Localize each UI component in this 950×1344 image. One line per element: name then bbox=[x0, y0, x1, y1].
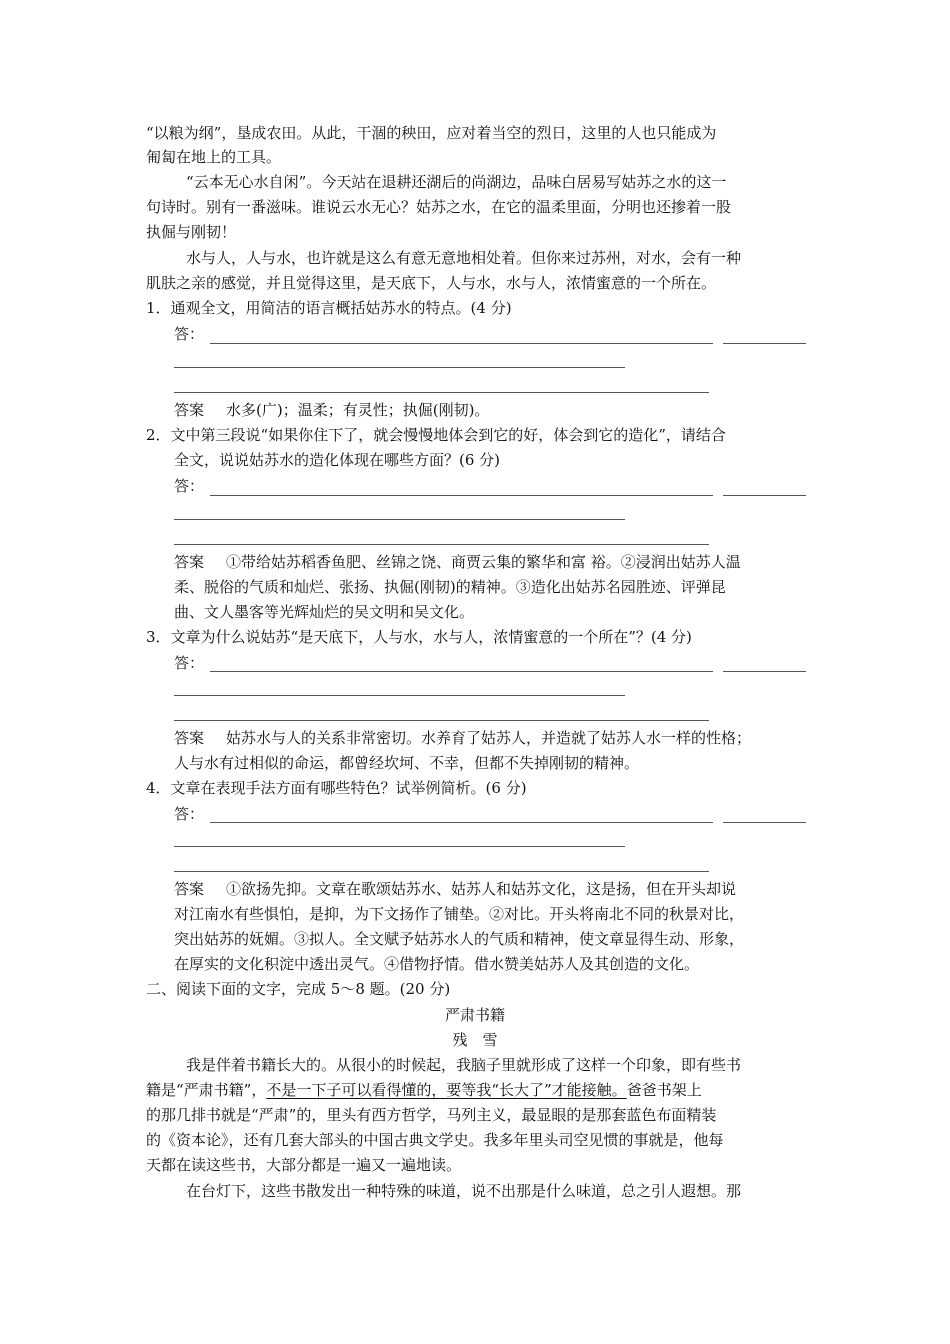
question-4-stem: 4．文章在表现手法方面有哪些特色？试举例简析。(6 分) bbox=[146, 779, 527, 797]
answer-line[interactable] bbox=[174, 519, 625, 520]
passage-line: “以粮为纲”，垦成农田。从此，干涸的秧田，应对着当空的烈日，这里的人也只能成为 bbox=[146, 124, 717, 142]
answer-prompt: 答： bbox=[174, 654, 205, 672]
answer-line[interactable] bbox=[174, 871, 709, 872]
answer-block bbox=[174, 877, 736, 901]
underlined-sentence: 不是一下子可以看得懂的，要等我“长大了”才能接触。 bbox=[266, 1081, 627, 1099]
passage-line: 句诗时。别有一番滋味。谁说云水无心？姑苏之水，在它的温柔里面，分明也还掺着一股 bbox=[146, 198, 732, 216]
answer-line[interactable] bbox=[723, 495, 806, 496]
answer-prompt: 答： bbox=[174, 477, 205, 495]
answer-line[interactable] bbox=[723, 343, 806, 344]
answer-text: 突出姑苏的妩媚。③拟人。全文赋予姑苏水人的气质和精神，使文章显得生动、形象， bbox=[174, 930, 745, 948]
question-2-stem: 2．文中第三段说“如果你住下了，就会慢慢地体会到它的好，体会到它的造化”，请结合 bbox=[146, 426, 726, 444]
article-line: 的《资本论》，还有几套大部头的中国古典文学史。我多年里头司空见惯的事就是，他每 bbox=[146, 1131, 724, 1149]
answer-line[interactable] bbox=[174, 695, 625, 696]
article-author: 残 雪 bbox=[452, 1031, 498, 1049]
answer-line[interactable] bbox=[174, 720, 709, 721]
article-line bbox=[146, 1078, 702, 1102]
answer-line[interactable] bbox=[174, 544, 709, 545]
answer-line[interactable] bbox=[210, 822, 713, 823]
article-text: 籍是“严肃书籍”， bbox=[146, 1081, 267, 1099]
answer-text: 柔、脱俗的气质和灿烂、张扬、执倔(刚韧)的精神。③造化出姑苏名园胜迹、评弹昆 bbox=[174, 578, 726, 596]
question-2-stem: 全文，说说姑苏水的造化体现在哪些方面？(6 分) bbox=[174, 451, 501, 469]
answer-line[interactable] bbox=[174, 846, 625, 847]
answer-label: 答案 bbox=[174, 401, 205, 419]
answer-label: 答案 bbox=[174, 553, 205, 571]
article-line: 的那几排书就是“严肃”的，里头有西方哲学，马列主义，最显眼的是那套蓝色布面精装 bbox=[146, 1106, 717, 1124]
answer-prompt: 答： bbox=[174, 325, 205, 343]
passage-line: 水与人，人与水，也许就是这么有意无意地相处着。但你来过苏州，对水，会有一种 bbox=[186, 249, 742, 267]
question-1-stem: 1．通观全文，用简洁的语言概括姑苏水的特点。(4 分) bbox=[146, 299, 512, 317]
answer-prompt: 答： bbox=[174, 805, 205, 823]
passage-line: 肌肤之亲的感觉，并且觉得这里，是天底下，人与水，水与人，浓情蜜意的一个所在。 bbox=[146, 274, 717, 292]
answer-line[interactable] bbox=[210, 671, 713, 672]
article-line: 我是伴着书籍长大的。从很小的时候起，我脑子里就形成了这样一个印象，即有些书 bbox=[186, 1056, 742, 1074]
passage-line: “云本无心水自闲”。今天站在退耕还湖后的尚湖边，品味白居易写姑苏之水的这一 bbox=[186, 173, 727, 191]
answer-line[interactable] bbox=[174, 367, 625, 368]
answer-text: 曲、文人墨客等光辉灿烂的吴文明和吴文化。 bbox=[174, 603, 475, 621]
article-text: 爸爸书架上 bbox=[626, 1081, 702, 1099]
answer-text: ①欲扬先抑。文章在歌颂姑苏水、姑苏人和姑苏文化，这是扬，但在开头却说 bbox=[226, 880, 737, 898]
answer-line[interactable] bbox=[723, 822, 806, 823]
answer-line[interactable] bbox=[210, 495, 713, 496]
answer-line[interactable] bbox=[174, 392, 709, 393]
answer-label: 答案 bbox=[174, 729, 205, 747]
answer-text: 对江南水有些惧怕，是抑，为下文扬作了铺垫。②对比。开头将南北不同的秋景对比， bbox=[174, 905, 745, 923]
answer-text: ①带给姑苏稻香鱼肥、丝锦之饶、商贾云集的繁华和富 裕。②浸润出姑苏人温 bbox=[226, 553, 741, 571]
answer-text: 水多(广)；温柔；有灵性；执倔(刚韧)。 bbox=[226, 401, 490, 419]
passage-line: 匍匐在地上的工具。 bbox=[146, 148, 282, 166]
answer-text: 姑苏水与人的关系非常密切。水养育了姑苏人，并造就了姑苏人水一样的性格； bbox=[226, 729, 752, 747]
question-3-stem: 3．文章为什么说姑苏“是天底下，人与水，水与人，浓情蜜意的一个所在”？(4 分) bbox=[146, 628, 692, 646]
passage-line: 执倔与刚韧！ bbox=[146, 223, 237, 241]
answer-line[interactable] bbox=[210, 343, 713, 344]
section-heading: 二、阅读下面的文字，完成 5～8 题。(20 分) bbox=[146, 980, 451, 998]
article-title: 严肃书籍 bbox=[444, 1006, 505, 1024]
article-line: 在台灯下，这些书散发出一种特殊的味道，说不出那是什么味道，总之引人遐想。那 bbox=[186, 1182, 742, 1200]
answer-label: 答案 bbox=[174, 880, 205, 898]
answer-text: 在厚实的文化积淀中透出灵气。④借物抒情。借水赞美姑苏人及其创造的文化。 bbox=[174, 955, 700, 973]
answer-block bbox=[174, 726, 751, 750]
answer-block bbox=[174, 550, 741, 574]
answer-block bbox=[174, 398, 489, 422]
article-line: 天都在读这些书，大部分都是一遍又一遍地读。 bbox=[146, 1156, 462, 1174]
answer-text: 人与水有过相似的命运，都曾经坎坷、不幸，但都不失掉刚韧的精神。 bbox=[174, 754, 640, 772]
answer-line[interactable] bbox=[723, 671, 806, 672]
